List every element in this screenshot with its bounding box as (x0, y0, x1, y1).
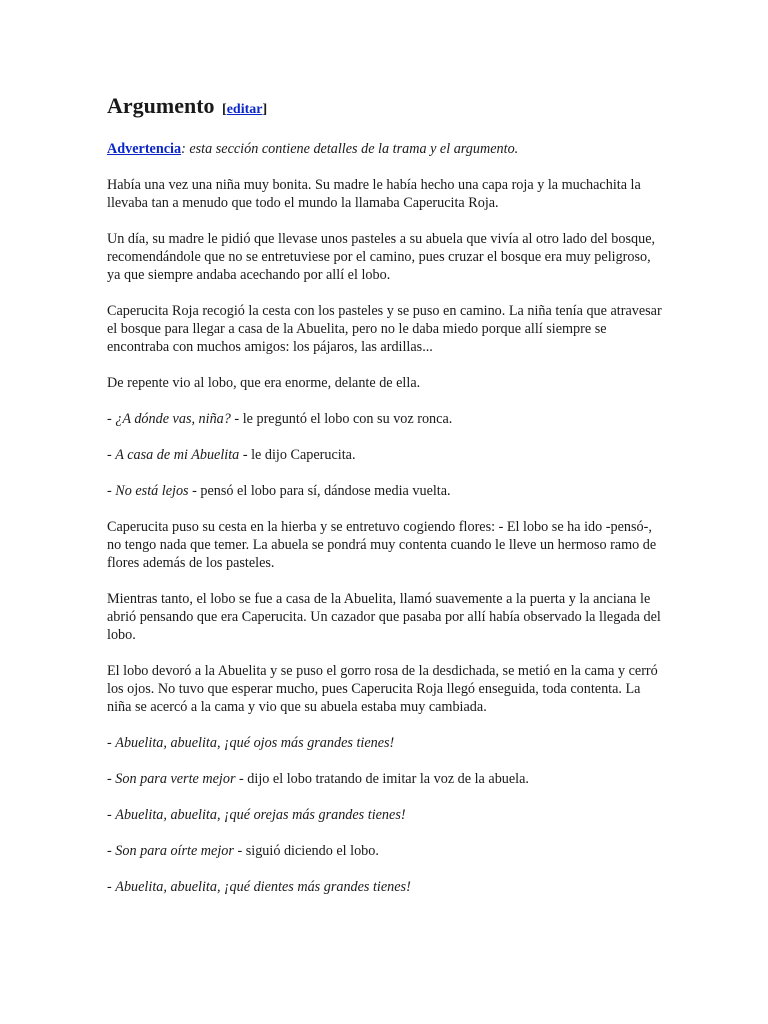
dialogue-speech: ¿A dónde vas, niña? (115, 411, 231, 427)
section-heading (107, 88, 667, 128)
dialogue-line-1 (107, 410, 667, 428)
paragraph-8: Caperucita puso su cesta en la hierba y se entretuvo cogiendo flores: - El lobo se ha ido -pensó-, no tengo nada que temer. La abuela se pondrá muy contenta cuando le lleve un hermoso ramo de flores además de los pasteles. (107, 519, 657, 571)
paragraph-3: Caperucita Roja recogió la cesta con los pasteles y se puso en camino. La niña tenía que atravesar el bosque para llegar a casa de la Abuelita, pero no le daba miedo porque allí siempre se encontraba con muchos amigos: los pájaros, las ardillas... (107, 303, 662, 355)
dialogue-speech: No está lejos (115, 483, 189, 499)
paragraph-2: Un día, su madre le pidió que llevase unos pasteles a su abuela que vivía al otro lado del bosque, recomendándole que no se entretuviese por el camino, pues cruzar el bosque era muy peligroso, ya que siempre andaba acechando por allí el lobo. (107, 231, 656, 283)
dialogue-line-6 (107, 806, 667, 824)
paragraph-1: Había una vez una niña muy bonita. Su madre le había hecho una capa roja y la muchachita la llevaba tan a menudo que todo el mundo la llamaba Caperucita Roja. (107, 177, 641, 211)
dialogue-line-8 (107, 878, 667, 896)
dialogue-dash: - (107, 447, 116, 463)
dialogue-speech: Son para verte mejor (115, 771, 236, 787)
dialogue-dash: - (107, 843, 116, 859)
dialogue-narration: - le dijo Caperucita. (239, 447, 356, 463)
dialogue-speech: Son para oírte mejor (115, 843, 234, 859)
dialogue-dash: - (107, 771, 116, 787)
dialogue-dash: - (107, 483, 116, 499)
dialogue-speech: A casa de mi Abuelita (115, 447, 240, 463)
dialogue-speech: Abuelita, abuelita, ¡qué orejas más grandes tienes! (115, 807, 406, 823)
section-title: Argumento (107, 93, 215, 118)
dialogue-dash: - (107, 807, 116, 823)
paragraph-9: Mientras tanto, el lobo se fue a casa de la Abuelita, llamó suavemente a la puerta y la anciana le abrió pensando que era Caperucita. Un cazador que pasaba por allí había observado la llegada del lobo. (107, 591, 661, 643)
spoiler-warning (107, 140, 667, 158)
warning-text: : esta sección contiene detalles de la trama y el argumento. (181, 141, 519, 157)
dialogue-dash: - (107, 735, 116, 751)
document-page (107, 88, 667, 914)
dialogue-narration: - pensó el lobo para sí, dándose media vuelta. (188, 483, 451, 499)
dialogue-line-7 (107, 842, 667, 860)
dialogue-speech: Abuelita, abuelita, ¡qué ojos más grandes tienes! (115, 735, 395, 751)
dialogue-dash: - (107, 411, 116, 427)
dialogue-speech: Abuelita, abuelita, ¡qué dientes más grandes tienes! (115, 879, 411, 895)
dialogue-narration: - le preguntó el lobo con su voz ronca. (230, 411, 453, 427)
warning-link[interactable]: Advertencia (107, 141, 182, 157)
edit-link[interactable]: editar (226, 102, 263, 117)
edit-bracket-open: [ (222, 102, 227, 117)
dialogue-line-3 (107, 482, 667, 500)
edit-link-wrapper (222, 102, 267, 117)
dialogue-line-4 (107, 734, 667, 752)
dialogue-narration: - dijo el lobo tratando de imitar la voz de la abuela. (235, 771, 529, 787)
paragraph-10: El lobo devoró a la Abuelita y se puso el gorro rosa de la desdichada, se metió en la cama y cerró los ojos. No tuvo que esperar mucho, pues Caperucita Roja llegó enseguida, toda contenta. La niña se acercó a la cama y vio que su abuela estaba muy cambiada. (107, 663, 658, 715)
dialogue-line-2 (107, 446, 667, 464)
dialogue-dash: - (107, 879, 116, 895)
paragraph-4: De repente vio al lobo, que era enorme, delante de ella. (107, 375, 421, 391)
edit-bracket-close: ] (262, 102, 268, 117)
dialogue-line-5 (107, 770, 667, 788)
dialogue-narration: - siguió diciendo el lobo. (233, 843, 379, 859)
